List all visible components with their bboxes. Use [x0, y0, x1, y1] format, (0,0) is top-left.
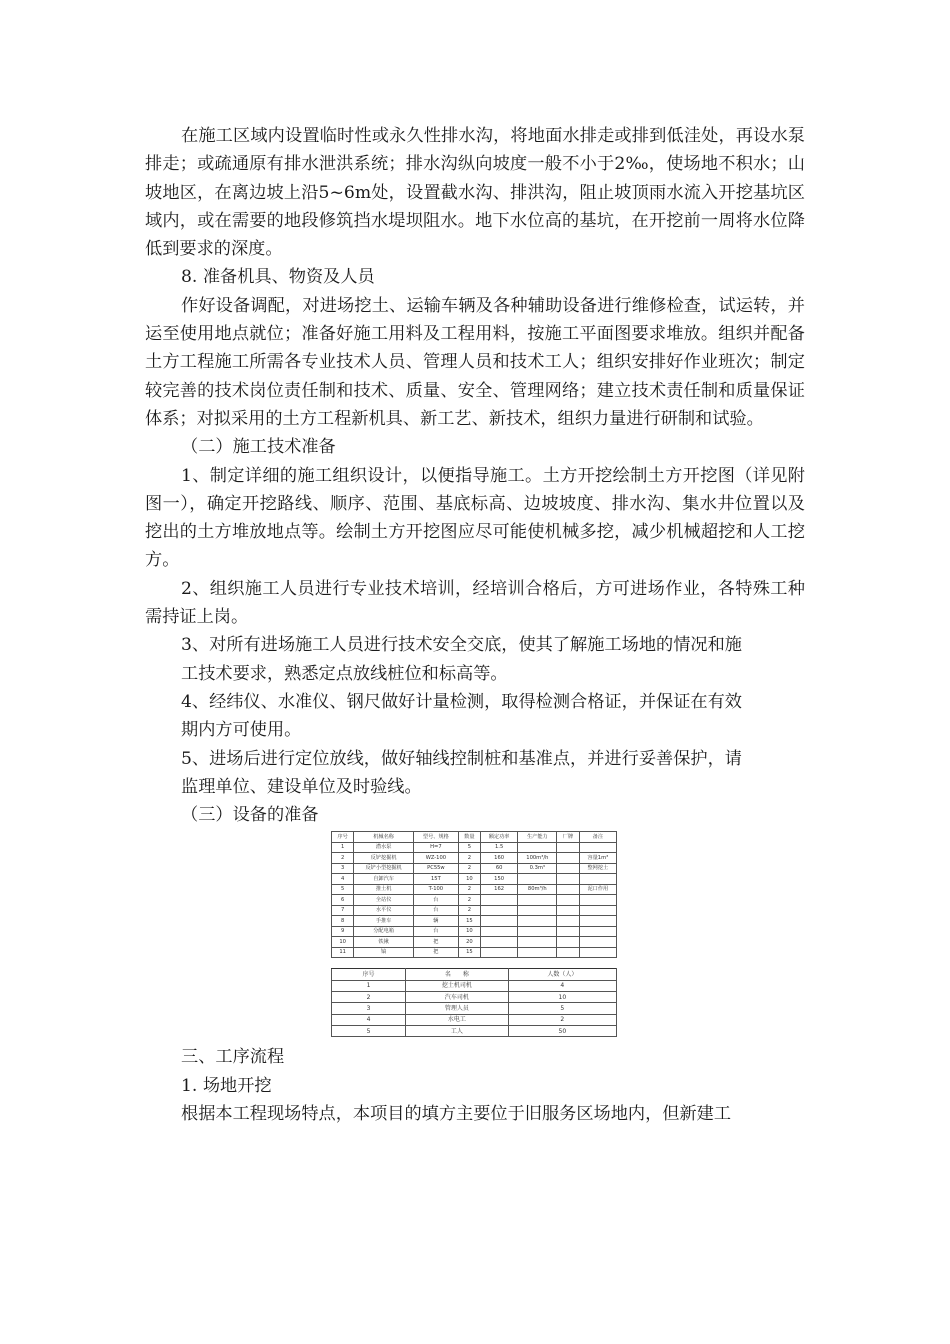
paragraph-tech-3-cont: 工技术要求，熟悉定点放线桩位和标高等。	[181, 663, 508, 684]
table-cell	[518, 937, 557, 948]
table-cell	[557, 842, 579, 853]
table-cell	[579, 874, 616, 885]
equipment-table-header	[332, 832, 617, 843]
table-cell: 工人	[406, 1025, 509, 1036]
table-cell: 4	[332, 874, 354, 885]
table-cell: H=7	[414, 842, 459, 853]
table-cell	[557, 937, 579, 948]
table-cell	[579, 842, 616, 853]
table-cell: 2	[332, 992, 406, 1003]
table-cell: 80m³/h	[518, 884, 557, 895]
table-cell: 3	[332, 863, 354, 874]
table-cell	[557, 905, 579, 916]
table-row	[332, 842, 617, 853]
header-cell: 厂牌	[557, 832, 579, 843]
table-cell: 反铲挖掘机	[354, 853, 414, 864]
table-cell: 15T	[414, 874, 459, 885]
table-cell: 10	[458, 926, 480, 937]
header-cell: 额定功率	[481, 832, 518, 843]
table-cell: 50	[508, 1025, 616, 1036]
table-cell: 2	[458, 884, 480, 895]
header-cell: 备注	[579, 832, 616, 843]
table-row	[332, 884, 617, 895]
paragraph-tech-2: 2、组织施工人员进行专业技术培训，经培训合格后，方可进场作业，各特殊工种需持证上岗。	[145, 578, 805, 628]
table-cell: 60	[481, 863, 518, 874]
table-cell: 4	[508, 980, 616, 991]
table-cell: 容量1m³	[579, 853, 616, 864]
table-cell: 水平仪	[354, 905, 414, 916]
table-row	[332, 992, 617, 1003]
table-cell: WZ-100	[414, 853, 459, 864]
table-cell	[518, 874, 557, 885]
table-cell: T-100	[414, 884, 459, 895]
table-cell	[518, 916, 557, 927]
paragraph-tech-5-cont: 监理单位、建设单位及时验线。	[181, 776, 422, 797]
table-row	[332, 874, 617, 885]
table-cell: 5	[458, 842, 480, 853]
paragraph-tech-5: 5、进场后进行定位放线，做好轴线控制桩和基准点，并进行妥善保护，请	[181, 748, 742, 769]
staff-table-header	[332, 969, 617, 980]
table-cell: 1	[332, 842, 354, 853]
table-cell: 手推车	[354, 916, 414, 927]
table-cell: 铁锹	[354, 937, 414, 948]
header-cell: 序号	[332, 969, 406, 980]
table-cell: 100m³/h	[518, 853, 557, 864]
table-cell	[579, 947, 616, 958]
table-row	[332, 947, 617, 958]
table-cell	[518, 895, 557, 906]
table-cell: 150	[481, 874, 518, 885]
table-cell: 9	[332, 926, 354, 937]
table-cell: 泥口作用	[579, 884, 616, 895]
table-cell	[481, 895, 518, 906]
table-row	[332, 1014, 617, 1025]
header-cell: 序号	[332, 832, 354, 843]
table-cell: 2	[458, 853, 480, 864]
table-cell: 反铲小型挖掘机	[354, 863, 414, 874]
paragraph-tech-1: 1、制定详细的施工组织设计，以便指导施工。土方开挖绘制土方开挖图（详见附图一），确定开挖路线、顺序、范围、基底标高、边坡坡度、排水沟、集水井位置以及挖出的土方堆放地点等。绘制土方开挖图应尽可能使机械多挖，减少机械超挖和人工挖方。	[145, 465, 805, 571]
table-cell: 7	[332, 905, 354, 916]
heading-process-flow: 三、工序流程	[181, 1047, 285, 1068]
table-cell	[557, 863, 579, 874]
table-cell: 5	[508, 1003, 616, 1014]
table-cell	[579, 916, 616, 927]
heading-equipment-section: （三）设备的准备	[181, 805, 319, 826]
table-cell: 自卸汽车	[354, 874, 414, 885]
table-cell	[481, 947, 518, 958]
table-cell: 10	[458, 874, 480, 885]
table-row	[332, 905, 617, 916]
header-cell: 名 称	[406, 969, 509, 980]
table-row	[332, 895, 617, 906]
table-cell	[518, 905, 557, 916]
table-cell: 6	[332, 895, 354, 906]
table-cell: 分配电箱	[354, 926, 414, 937]
table-row	[332, 937, 617, 948]
paragraph-tech-3: 3、对所有进场施工人员进行技术安全交底，使其了解施工场地的情况和施	[181, 635, 742, 656]
table-cell: 10	[508, 992, 616, 1003]
tables-block	[331, 831, 617, 1037]
table-cell	[557, 926, 579, 937]
table-cell: 2	[508, 1014, 616, 1025]
table-cell: 潜水泵	[354, 842, 414, 853]
table-cell	[481, 937, 518, 948]
table-row	[332, 980, 617, 991]
paragraph-tech-4-cont: 期内方可使用。	[181, 720, 302, 741]
table-cell	[518, 842, 557, 853]
header-cell: 人数（人）	[508, 969, 616, 980]
heading-equipment-materials: 8. 准备机具、物资及人员	[181, 267, 375, 288]
table-row	[332, 863, 617, 874]
table-cell: 162	[481, 884, 518, 895]
table-cell	[518, 926, 557, 937]
table-cell: 管理人员	[406, 1003, 509, 1014]
table-cell: 台	[414, 905, 459, 916]
table-cell: 1	[332, 980, 406, 991]
table-cell: 2	[458, 863, 480, 874]
table-row	[332, 853, 617, 864]
table-cell: 1.5	[481, 842, 518, 853]
paragraph-site-excavation: 根据本工程现场特点，本项目的填方主要位于旧服务区场地内，但新建工	[181, 1103, 732, 1124]
table-cell	[557, 874, 579, 885]
table-cell: 整网挖土	[579, 863, 616, 874]
table-cell	[557, 853, 579, 864]
table-cell	[557, 916, 579, 927]
table-cell: 推土机	[354, 884, 414, 895]
table-cell: 台	[414, 895, 459, 906]
table-cell: 挖土机司机	[406, 980, 509, 991]
table-cell: 15	[458, 947, 480, 958]
header-cell: 机械名称	[354, 832, 414, 843]
table-row	[332, 1003, 617, 1014]
table-cell	[481, 916, 518, 927]
table-cell: 20	[458, 937, 480, 948]
table-cell	[518, 947, 557, 958]
table-cell	[579, 905, 616, 916]
table-cell	[481, 905, 518, 916]
table-cell: 5	[332, 884, 354, 895]
table-cell: 11	[332, 947, 354, 958]
table-cell: 2	[332, 853, 354, 864]
table-row	[332, 916, 617, 927]
header-cell: 生产能力	[518, 832, 557, 843]
table-cell	[557, 947, 579, 958]
table-cell	[579, 895, 616, 906]
table-cell: 汽车司机	[406, 992, 509, 1003]
table-cell: 5	[332, 1025, 406, 1036]
table-cell: 8	[332, 916, 354, 927]
table-cell: 10	[332, 937, 354, 948]
table-cell: PC55w	[414, 863, 459, 874]
table-cell: 4	[332, 1014, 406, 1025]
table-cell: 台	[414, 926, 459, 937]
table-cell: 3	[332, 1003, 406, 1014]
heading-site-excavation: 1. 场地开挖	[181, 1075, 272, 1096]
header-cell: 型号、规格	[414, 832, 459, 843]
table-cell: 把	[414, 947, 459, 958]
table-cell: 0.3m³	[518, 863, 557, 874]
staff-table	[331, 968, 617, 1037]
table-cell: 2	[458, 905, 480, 916]
table-row	[332, 926, 617, 937]
staff-table-body	[332, 980, 617, 1036]
table-cell: 全站仪	[354, 895, 414, 906]
table-row	[332, 1025, 617, 1036]
table-cell: 镐	[354, 947, 414, 958]
table-cell	[557, 884, 579, 895]
equipment-table	[331, 831, 617, 958]
table-cell	[481, 926, 518, 937]
table-cell: 2	[458, 895, 480, 906]
heading-technical-prep: （二）施工技术准备	[181, 437, 336, 458]
table-cell: 160	[481, 853, 518, 864]
table-cell	[579, 937, 616, 948]
table-cell: 辆	[414, 916, 459, 927]
paragraph-equipment-prep: 作好设备调配，对进场挖土、运输车辆及各种辅助设备进行维修检查，试运转，并运至使用地点就位；准备好施工用料及工程用料，按施工平面图要求堆放。组织并配备土方工程施工所需各专业技术人员、管理人员和技术工人；组织安排好作业班次；制定较完善的技术岗位责任制和技术、质量、安全、管理网络；建立技术责任制和质量保证体系；对拟采用的土方工程新机具、新工艺、新技术，组织力量进行研制和试验。	[145, 295, 805, 429]
table-cell	[579, 926, 616, 937]
document-body	[145, 122, 805, 1128]
header-cell: 数量	[458, 832, 480, 843]
table-cell: 水电工	[406, 1014, 509, 1025]
paragraph-drainage: 在施工区域内设置临时性或永久性排水沟，将地面水排走或排到低洼处，再设水泵排走；或疏通原有排水泄洪系统；排水沟纵向坡度一般不小于2‰，使场地不积水；山坡地区，在离边坡上沿5~6m处，设置截水沟、排洪沟，阻止坡顶雨水流入开挖基坑区域内，或在需要的地段修筑挡水堤坝阻水。地下水位高的基坑，在开挖前一周将水位降低到要求的深度。	[145, 126, 805, 260]
table-cell	[557, 895, 579, 906]
table-cell: 把	[414, 937, 459, 948]
equipment-table-body	[332, 842, 617, 958]
paragraph-tech-4: 4、经纬仪、水准仪、钢尺做好计量检测，取得检测合格证，并保证在有效	[181, 691, 742, 712]
table-cell: 15	[458, 916, 480, 927]
